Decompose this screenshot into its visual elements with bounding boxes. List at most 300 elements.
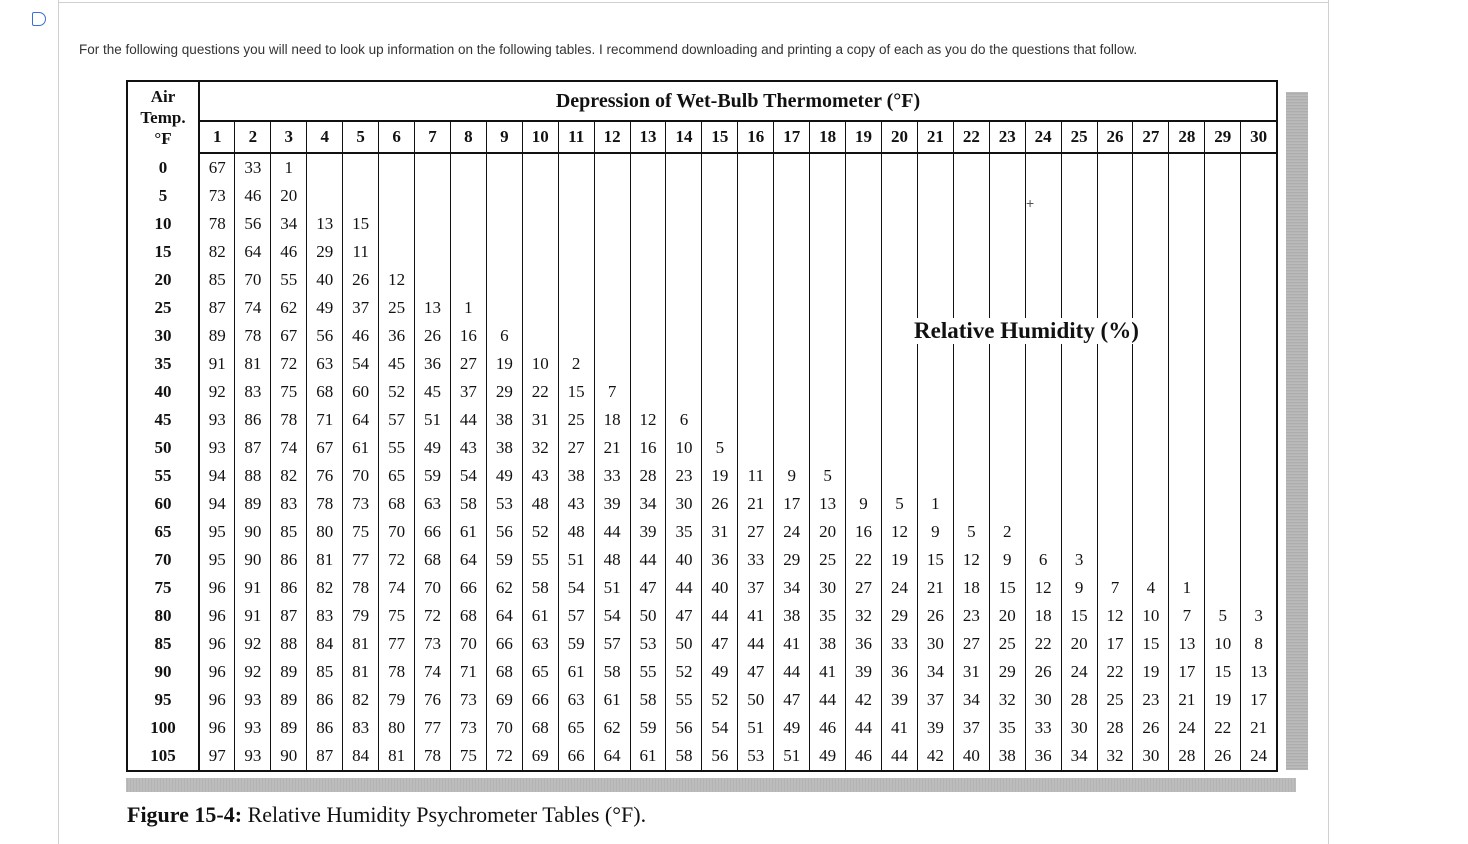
table-row	[127, 378, 1277, 406]
humidity-cell: 75	[343, 518, 379, 546]
humidity-cell: 25	[1097, 686, 1133, 714]
humidity-cell: 39	[594, 490, 630, 518]
humidity-cell: 49	[307, 294, 343, 322]
humidity-cell: 79	[379, 686, 415, 714]
humidity-cell: 18	[594, 406, 630, 434]
empty-cell	[1133, 546, 1169, 574]
empty-cell	[1205, 490, 1241, 518]
depression-col-header: 2	[235, 121, 271, 153]
empty-cell	[1097, 350, 1133, 378]
humidity-cell: 76	[307, 462, 343, 490]
depression-col-header: 30	[1241, 121, 1277, 153]
empty-cell	[522, 322, 558, 350]
humidity-cell: 45	[379, 350, 415, 378]
empty-cell	[666, 266, 702, 294]
empty-cell	[810, 153, 846, 182]
empty-cell	[1097, 546, 1133, 574]
table-row	[127, 153, 1277, 182]
depression-col-header: 21	[917, 121, 953, 153]
humidity-cell: 12	[1025, 574, 1061, 602]
humidity-cell: 29	[307, 238, 343, 266]
humidity-cell: 46	[846, 742, 882, 771]
empty-cell	[1169, 238, 1205, 266]
humidity-cell: 41	[774, 630, 810, 658]
humidity-cell: 5	[810, 462, 846, 490]
empty-cell	[1241, 294, 1277, 322]
humidity-cell: 35	[666, 518, 702, 546]
humidity-cell: 23	[1133, 686, 1169, 714]
empty-cell	[522, 153, 558, 182]
humidity-cell: 21	[917, 574, 953, 602]
empty-cell	[882, 238, 918, 266]
depression-col-header: 13	[630, 121, 666, 153]
humidity-cell: 87	[235, 434, 271, 462]
humidity-cell: 75	[450, 742, 486, 771]
empty-cell	[1205, 546, 1241, 574]
humidity-cell: 44	[666, 574, 702, 602]
humidity-cell: 25	[989, 630, 1025, 658]
humidity-cell: 7	[1097, 574, 1133, 602]
humidity-cell: 93	[199, 406, 235, 434]
empty-cell	[702, 266, 738, 294]
humidity-cell: 13	[415, 294, 451, 322]
depression-col-header: 6	[379, 121, 415, 153]
humidity-cell: 73	[343, 490, 379, 518]
humidity-cell: 71	[450, 658, 486, 686]
humidity-cell: 28	[1169, 742, 1205, 771]
empty-cell	[953, 434, 989, 462]
empty-cell	[917, 406, 953, 434]
empty-cell	[666, 153, 702, 182]
humidity-cell: 32	[846, 602, 882, 630]
humidity-cell: 29	[882, 602, 918, 630]
empty-cell	[882, 378, 918, 406]
humidity-cell: 78	[343, 574, 379, 602]
humidity-cell: 23	[666, 462, 702, 490]
humidity-cell: 20	[1061, 630, 1097, 658]
humidity-cell: 33	[235, 153, 271, 182]
table-title: Depression of Wet-Bulb Thermometer (°F)	[199, 81, 1277, 121]
humidity-cell: 47	[774, 686, 810, 714]
humidity-cell: 96	[199, 658, 235, 686]
table-row	[127, 210, 1277, 238]
humidity-cell: 46	[810, 714, 846, 742]
empty-cell	[1133, 406, 1169, 434]
empty-cell	[1025, 518, 1061, 546]
table-row	[127, 574, 1277, 602]
caption-label: Figure 15-4:	[127, 802, 243, 827]
empty-cell	[774, 378, 810, 406]
humidity-cell: 81	[343, 630, 379, 658]
humidity-cell: 16	[630, 434, 666, 462]
empty-cell	[666, 294, 702, 322]
empty-cell	[917, 182, 953, 210]
empty-cell	[1205, 378, 1241, 406]
humidity-cell: 95	[199, 546, 235, 574]
empty-cell	[1205, 574, 1241, 602]
humidity-cell: 28	[1097, 714, 1133, 742]
air-temp-cell: 45	[127, 406, 199, 434]
humidity-cell: 32	[1097, 742, 1133, 771]
humidity-cell: 3	[1241, 602, 1277, 630]
humidity-cell: 17	[1241, 686, 1277, 714]
empty-cell	[774, 322, 810, 350]
humidity-cell: 55	[271, 266, 307, 294]
empty-cell	[953, 350, 989, 378]
empty-cell	[594, 322, 630, 350]
humidity-cell: 57	[594, 630, 630, 658]
humidity-cell: 38	[486, 434, 522, 462]
humidity-cell: 34	[630, 490, 666, 518]
humidity-cell: 22	[1025, 630, 1061, 658]
humidity-cell: 90	[235, 518, 271, 546]
humidity-cell: 41	[882, 714, 918, 742]
empty-cell	[810, 210, 846, 238]
humidity-cell: 34	[1061, 742, 1097, 771]
humidity-cell: 66	[558, 742, 594, 771]
empty-cell	[1169, 182, 1205, 210]
empty-cell	[1169, 210, 1205, 238]
empty-cell	[774, 406, 810, 434]
depression-col-header: 8	[450, 121, 486, 153]
humidity-cell: 33	[738, 546, 774, 574]
humidity-cell: 31	[702, 518, 738, 546]
humidity-cell: 66	[486, 630, 522, 658]
air-temp-cell: 15	[127, 238, 199, 266]
empty-cell	[1241, 434, 1277, 462]
empty-cell	[1205, 153, 1241, 182]
humidity-cell: 73	[450, 686, 486, 714]
content-right-border	[1328, 0, 1329, 844]
humidity-cell: 27	[450, 350, 486, 378]
empty-cell	[630, 153, 666, 182]
empty-cell	[1133, 518, 1169, 546]
table-row	[127, 406, 1277, 434]
humidity-cell: 74	[379, 574, 415, 602]
humidity-cell: 68	[450, 602, 486, 630]
humidity-cell: 61	[594, 686, 630, 714]
humidity-cell: 44	[738, 630, 774, 658]
humidity-cell: 74	[271, 434, 307, 462]
humidity-cell: 84	[307, 630, 343, 658]
table-row	[127, 658, 1277, 686]
empty-cell	[1205, 294, 1241, 322]
humidity-cell: 42	[846, 686, 882, 714]
empty-cell	[738, 406, 774, 434]
empty-cell	[343, 153, 379, 182]
humidity-cell: 83	[343, 714, 379, 742]
air-temp-cell: 30	[127, 322, 199, 350]
humidity-cell: 2	[558, 350, 594, 378]
humidity-cell: 58	[666, 742, 702, 771]
empty-cell	[1169, 294, 1205, 322]
humidity-cell: 52	[522, 518, 558, 546]
content-left-border	[58, 0, 59, 844]
humidity-cell: 29	[486, 378, 522, 406]
humidity-cell: 41	[810, 658, 846, 686]
empty-cell	[1133, 434, 1169, 462]
table-row	[127, 714, 1277, 742]
humidity-cell: 21	[1169, 686, 1205, 714]
humidity-cell: 33	[1025, 714, 1061, 742]
humidity-cell: 19	[702, 462, 738, 490]
empty-cell	[522, 294, 558, 322]
empty-cell	[379, 238, 415, 266]
humidity-cell: 47	[738, 658, 774, 686]
empty-cell	[630, 238, 666, 266]
humidity-cell: 48	[558, 518, 594, 546]
empty-cell	[307, 182, 343, 210]
empty-cell	[774, 294, 810, 322]
empty-cell	[1133, 266, 1169, 294]
humidity-cell: 12	[953, 546, 989, 574]
humidity-cell: 26	[1205, 742, 1241, 771]
empty-cell	[1025, 406, 1061, 434]
empty-cell	[882, 350, 918, 378]
table-row	[127, 350, 1277, 378]
empty-cell	[846, 210, 882, 238]
humidity-cell: 88	[271, 630, 307, 658]
humidity-cell: 1	[271, 153, 307, 182]
empty-cell	[810, 378, 846, 406]
humidity-cell: 1	[917, 490, 953, 518]
empty-cell	[1025, 490, 1061, 518]
air-temp-cell: 75	[127, 574, 199, 602]
humidity-cell: 63	[307, 350, 343, 378]
table-row	[127, 546, 1277, 574]
empty-cell	[558, 210, 594, 238]
empty-cell	[666, 322, 702, 350]
empty-cell	[558, 322, 594, 350]
empty-cell	[917, 350, 953, 378]
humidity-cell: 65	[522, 658, 558, 686]
humidity-cell: 96	[199, 574, 235, 602]
air-temp-cell: 90	[127, 658, 199, 686]
empty-cell	[917, 434, 953, 462]
empty-cell	[1097, 266, 1133, 294]
empty-cell	[953, 210, 989, 238]
empty-cell	[594, 294, 630, 322]
empty-cell	[1061, 266, 1097, 294]
empty-cell	[738, 322, 774, 350]
humidity-cell: 86	[271, 574, 307, 602]
humidity-cell: 66	[415, 518, 451, 546]
humidity-cell: 43	[522, 462, 558, 490]
humidity-cell: 70	[450, 630, 486, 658]
humidity-cell: 39	[882, 686, 918, 714]
empty-cell	[486, 238, 522, 266]
empty-cell	[882, 153, 918, 182]
humidity-cell: 63	[522, 630, 558, 658]
relative-humidity-label: Relative Humidity (%)	[910, 318, 1143, 344]
empty-cell	[917, 266, 953, 294]
humidity-cell: 83	[271, 490, 307, 518]
empty-cell	[1241, 574, 1277, 602]
humidity-cell: 91	[235, 574, 271, 602]
humidity-cell: 50	[630, 602, 666, 630]
empty-cell	[989, 490, 1025, 518]
humidity-cell: 15	[917, 546, 953, 574]
empty-cell	[702, 153, 738, 182]
humidity-cell: 36	[882, 658, 918, 686]
humidity-cell: 58	[594, 658, 630, 686]
humidity-cell: 34	[774, 574, 810, 602]
humidity-cell: 23	[953, 602, 989, 630]
humidity-cell: 10	[522, 350, 558, 378]
empty-cell	[415, 153, 451, 182]
humidity-cell: 81	[235, 350, 271, 378]
depression-col-header: 5	[343, 121, 379, 153]
empty-cell	[810, 350, 846, 378]
empty-cell	[1097, 378, 1133, 406]
empty-cell	[1097, 182, 1133, 210]
empty-cell	[1133, 210, 1169, 238]
air-temp-cell: 55	[127, 462, 199, 490]
empty-cell	[450, 182, 486, 210]
humidity-cell: 36	[415, 350, 451, 378]
empty-cell	[846, 350, 882, 378]
humidity-cell: 38	[810, 630, 846, 658]
air-temp-cell: 5	[127, 182, 199, 210]
empty-cell	[1061, 210, 1097, 238]
empty-cell	[1025, 210, 1061, 238]
empty-cell	[450, 238, 486, 266]
empty-cell	[1241, 266, 1277, 294]
humidity-cell: 45	[415, 378, 451, 406]
humidity-cell: 48	[522, 490, 558, 518]
empty-cell	[1061, 406, 1097, 434]
empty-cell	[738, 294, 774, 322]
empty-cell	[1205, 406, 1241, 434]
depression-col-header: 4	[307, 121, 343, 153]
humidity-cell: 55	[630, 658, 666, 686]
empty-cell	[702, 350, 738, 378]
humidity-cell: 28	[630, 462, 666, 490]
humidity-cell: 62	[271, 294, 307, 322]
humidity-cell: 36	[379, 322, 415, 350]
humidity-cell: 30	[1025, 686, 1061, 714]
empty-cell	[1205, 518, 1241, 546]
humidity-cell: 92	[235, 658, 271, 686]
humidity-cell: 51	[774, 742, 810, 771]
empty-cell	[1133, 350, 1169, 378]
empty-cell	[1025, 153, 1061, 182]
empty-cell	[630, 266, 666, 294]
humidity-cell: 86	[235, 406, 271, 434]
empty-cell	[594, 153, 630, 182]
humidity-cell: 56	[486, 518, 522, 546]
humidity-cell: 52	[702, 686, 738, 714]
empty-cell	[989, 462, 1025, 490]
humidity-cell: 44	[846, 714, 882, 742]
humidity-cell: 52	[666, 658, 702, 686]
humidity-cell: 58	[450, 490, 486, 518]
bookmark-icon[interactable]	[32, 12, 46, 26]
humidity-cell: 60	[343, 378, 379, 406]
humidity-cell: 94	[199, 462, 235, 490]
humidity-cell: 38	[558, 462, 594, 490]
humidity-cell: 17	[1097, 630, 1133, 658]
humidity-cell: 36	[1025, 742, 1061, 771]
humidity-cell: 35	[989, 714, 1025, 742]
empty-cell	[882, 266, 918, 294]
humidity-cell: 61	[450, 518, 486, 546]
humidity-cell: 50	[666, 630, 702, 658]
depression-col-header: 23	[989, 121, 1025, 153]
humidity-cell: 44	[630, 546, 666, 574]
humidity-cell: 77	[379, 630, 415, 658]
empty-cell	[774, 350, 810, 378]
humidity-cell: 44	[594, 518, 630, 546]
empty-cell	[846, 462, 882, 490]
empty-cell	[666, 210, 702, 238]
humidity-cell: 46	[235, 182, 271, 210]
empty-cell	[917, 378, 953, 406]
humidity-cell: 26	[917, 602, 953, 630]
empty-cell	[738, 210, 774, 238]
humidity-cell: 65	[379, 462, 415, 490]
empty-cell	[558, 238, 594, 266]
depression-col-header: 1	[199, 121, 235, 153]
empty-cell	[953, 266, 989, 294]
humidity-cell: 22	[1205, 714, 1241, 742]
empty-cell	[1169, 322, 1205, 350]
humidity-cell: 27	[558, 434, 594, 462]
empty-cell	[1097, 210, 1133, 238]
empty-cell	[1025, 350, 1061, 378]
humidity-cell: 66	[522, 686, 558, 714]
table-row	[127, 686, 1277, 714]
empty-cell	[1241, 350, 1277, 378]
air-temp-cell: 35	[127, 350, 199, 378]
humidity-cell: 32	[522, 434, 558, 462]
humidity-cell: 26	[702, 490, 738, 518]
humidity-cell: 65	[558, 714, 594, 742]
humidity-cell: 71	[307, 406, 343, 434]
humidity-cell: 64	[235, 238, 271, 266]
psychrometer-figure	[120, 78, 1310, 827]
humidity-cell: 69	[522, 742, 558, 771]
humidity-cell: 56	[666, 714, 702, 742]
empty-cell	[1025, 266, 1061, 294]
humidity-cell: 70	[379, 518, 415, 546]
empty-cell	[486, 294, 522, 322]
air-temp-cell: 20	[127, 266, 199, 294]
empty-cell	[666, 238, 702, 266]
empty-cell	[415, 266, 451, 294]
empty-cell	[1097, 153, 1133, 182]
empty-cell	[558, 294, 594, 322]
empty-cell	[882, 406, 918, 434]
humidity-cell: 78	[271, 406, 307, 434]
humidity-cell: 30	[1133, 742, 1169, 771]
empty-cell	[702, 406, 738, 434]
humidity-cell: 78	[415, 742, 451, 771]
air-temp-cell: 25	[127, 294, 199, 322]
empty-cell	[810, 322, 846, 350]
humidity-cell: 39	[630, 518, 666, 546]
humidity-cell: 41	[738, 602, 774, 630]
depression-col-header: 22	[953, 121, 989, 153]
table-row	[127, 266, 1277, 294]
humidity-cell: 38	[774, 602, 810, 630]
empty-cell	[1061, 238, 1097, 266]
humidity-cell: 44	[882, 742, 918, 771]
empty-cell	[1169, 350, 1205, 378]
depression-col-header: 25	[1061, 121, 1097, 153]
humidity-cell: 78	[235, 322, 271, 350]
humidity-cell: 81	[379, 742, 415, 771]
